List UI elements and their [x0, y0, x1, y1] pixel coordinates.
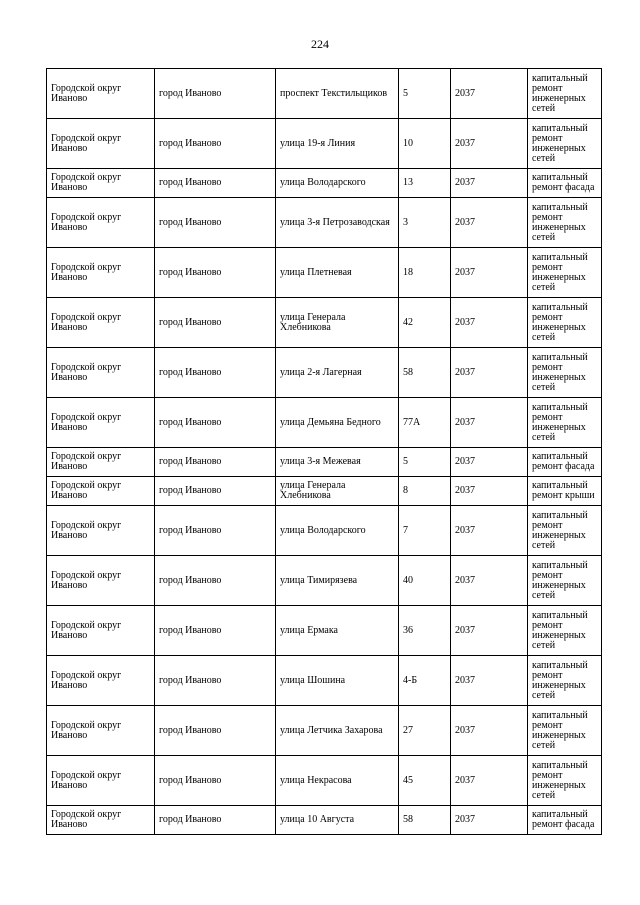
district-cell: Городской округ Иваново: [47, 656, 155, 706]
table-row: [47, 198, 602, 248]
street-cell: улица Ермака: [276, 606, 399, 656]
year-cell: 2037: [451, 448, 528, 477]
year-cell: 2037: [451, 556, 528, 606]
work-type-cell: капитальный ремонт инженерных сетей: [528, 198, 602, 248]
district-cell: Городской округ Иваново: [47, 706, 155, 756]
district-cell: Городской округ Иваново: [47, 448, 155, 477]
city-cell: город Иваново: [155, 656, 276, 706]
district-cell: Городской округ Иваново: [47, 119, 155, 169]
district-cell: Городской округ Иваново: [47, 806, 155, 835]
city-cell: город Иваново: [155, 248, 276, 298]
year-cell: 2037: [451, 119, 528, 169]
house-number-cell: 5: [399, 448, 451, 477]
year-cell: 2037: [451, 706, 528, 756]
table-row: [47, 477, 602, 506]
city-cell: город Иваново: [155, 398, 276, 448]
street-cell: улица 3-я Межевая: [276, 448, 399, 477]
work-type-cell: капитальный ремонт инженерных сетей: [528, 706, 602, 756]
street-cell: улица Генерала Хлебникова: [276, 298, 399, 348]
table-row: [47, 756, 602, 806]
table-row: [47, 448, 602, 477]
city-cell: город Иваново: [155, 706, 276, 756]
work-type-cell: капитальный ремонт инженерных сетей: [528, 348, 602, 398]
district-cell: Городской округ Иваново: [47, 69, 155, 119]
district-cell: Городской округ Иваново: [47, 556, 155, 606]
year-cell: 2037: [451, 656, 528, 706]
district-cell: Городской округ Иваново: [47, 248, 155, 298]
district-cell: Городской округ Иваново: [47, 169, 155, 198]
work-type-cell: капитальный ремонт инженерных сетей: [528, 119, 602, 169]
work-type-cell: капитальный ремонт инженерных сетей: [528, 656, 602, 706]
street-cell: улица Володарского: [276, 169, 399, 198]
repair-schedule-table: [46, 68, 602, 835]
street-cell: улица 19-я Линия: [276, 119, 399, 169]
work-type-cell: капитальный ремонт инженерных сетей: [528, 298, 602, 348]
district-cell: Городской округ Иваново: [47, 298, 155, 348]
work-type-cell: капитальный ремонт фасада: [528, 169, 602, 198]
street-cell: улица Володарского: [276, 506, 399, 556]
city-cell: город Иваново: [155, 348, 276, 398]
year-cell: 2037: [451, 298, 528, 348]
house-number-cell: 45: [399, 756, 451, 806]
district-cell: Городской округ Иваново: [47, 756, 155, 806]
city-cell: город Иваново: [155, 69, 276, 119]
table-row: [47, 119, 602, 169]
house-number-cell: 40: [399, 556, 451, 606]
house-number-cell: 27: [399, 706, 451, 756]
city-cell: город Иваново: [155, 556, 276, 606]
house-number-cell: 42: [399, 298, 451, 348]
house-number-cell: 10: [399, 119, 451, 169]
house-number-cell: 4-Б: [399, 656, 451, 706]
table-row: [47, 69, 602, 119]
work-type-cell: капитальный ремонт инженерных сетей: [528, 606, 602, 656]
house-number-cell: 58: [399, 806, 451, 835]
house-number-cell: 7: [399, 506, 451, 556]
street-cell: улица Плетневая: [276, 248, 399, 298]
city-cell: город Иваново: [155, 477, 276, 506]
city-cell: город Иваново: [155, 756, 276, 806]
district-cell: Городской округ Иваново: [47, 506, 155, 556]
table-row: [47, 606, 602, 656]
house-number-cell: 36: [399, 606, 451, 656]
street-cell: улица Тимирязева: [276, 556, 399, 606]
street-cell: улица 3-я Петрозаводская: [276, 198, 399, 248]
city-cell: город Иваново: [155, 606, 276, 656]
district-cell: Городской округ Иваново: [47, 348, 155, 398]
table-row: [47, 556, 602, 606]
year-cell: 2037: [451, 506, 528, 556]
table-row: [47, 706, 602, 756]
table-row: [47, 656, 602, 706]
house-number-cell: 18: [399, 248, 451, 298]
work-type-cell: капитальный ремонт инженерных сетей: [528, 756, 602, 806]
table-row: [47, 398, 602, 448]
city-cell: город Иваново: [155, 298, 276, 348]
street-cell: улица Летчика Захарова: [276, 706, 399, 756]
house-number-cell: 58: [399, 348, 451, 398]
year-cell: 2037: [451, 198, 528, 248]
work-type-cell: капитальный ремонт инженерных сетей: [528, 69, 602, 119]
work-type-cell: капитальный ремонт инженерных сетей: [528, 398, 602, 448]
year-cell: 2037: [451, 348, 528, 398]
street-cell: улица Генерала Хлебникова: [276, 477, 399, 506]
work-type-cell: капитальный ремонт инженерных сетей: [528, 506, 602, 556]
table-row: [47, 169, 602, 198]
district-cell: Городской округ Иваново: [47, 477, 155, 506]
table-row: [47, 806, 602, 835]
work-type-cell: капитальный ремонт инженерных сетей: [528, 248, 602, 298]
year-cell: 2037: [451, 806, 528, 835]
city-cell: город Иваново: [155, 119, 276, 169]
table-row: [47, 298, 602, 348]
year-cell: 2037: [451, 169, 528, 198]
city-cell: город Иваново: [155, 448, 276, 477]
house-number-cell: 13: [399, 169, 451, 198]
house-number-cell: 8: [399, 477, 451, 506]
table-row: [47, 248, 602, 298]
work-type-cell: капитальный ремонт инженерных сетей: [528, 556, 602, 606]
work-type-cell: капитальный ремонт фасада: [528, 448, 602, 477]
work-type-cell: капитальный ремонт фасада: [528, 806, 602, 835]
house-number-cell: 5: [399, 69, 451, 119]
table-row: [47, 506, 602, 556]
page-number: 224: [311, 37, 329, 51]
street-cell: улица Демьяна Бедного: [276, 398, 399, 448]
street-cell: проспект Текстильщиков: [276, 69, 399, 119]
year-cell: 2037: [451, 398, 528, 448]
work-type-cell: капитальный ремонт крыши: [528, 477, 602, 506]
street-cell: улица 10 Августа: [276, 806, 399, 835]
city-cell: город Иваново: [155, 806, 276, 835]
district-cell: Городской округ Иваново: [47, 198, 155, 248]
city-cell: город Иваново: [155, 169, 276, 198]
year-cell: 2037: [451, 477, 528, 506]
city-cell: город Иваново: [155, 506, 276, 556]
year-cell: 2037: [451, 69, 528, 119]
street-cell: улица Некрасова: [276, 756, 399, 806]
house-number-cell: 77А: [399, 398, 451, 448]
street-cell: улица 2-я Лагерная: [276, 348, 399, 398]
district-cell: Городской округ Иваново: [47, 606, 155, 656]
house-number-cell: 3: [399, 198, 451, 248]
year-cell: 2037: [451, 606, 528, 656]
district-cell: Городской округ Иваново: [47, 398, 155, 448]
street-cell: улица Шошина: [276, 656, 399, 706]
table-row: [47, 348, 602, 398]
year-cell: 2037: [451, 248, 528, 298]
year-cell: 2037: [451, 756, 528, 806]
city-cell: город Иваново: [155, 198, 276, 248]
